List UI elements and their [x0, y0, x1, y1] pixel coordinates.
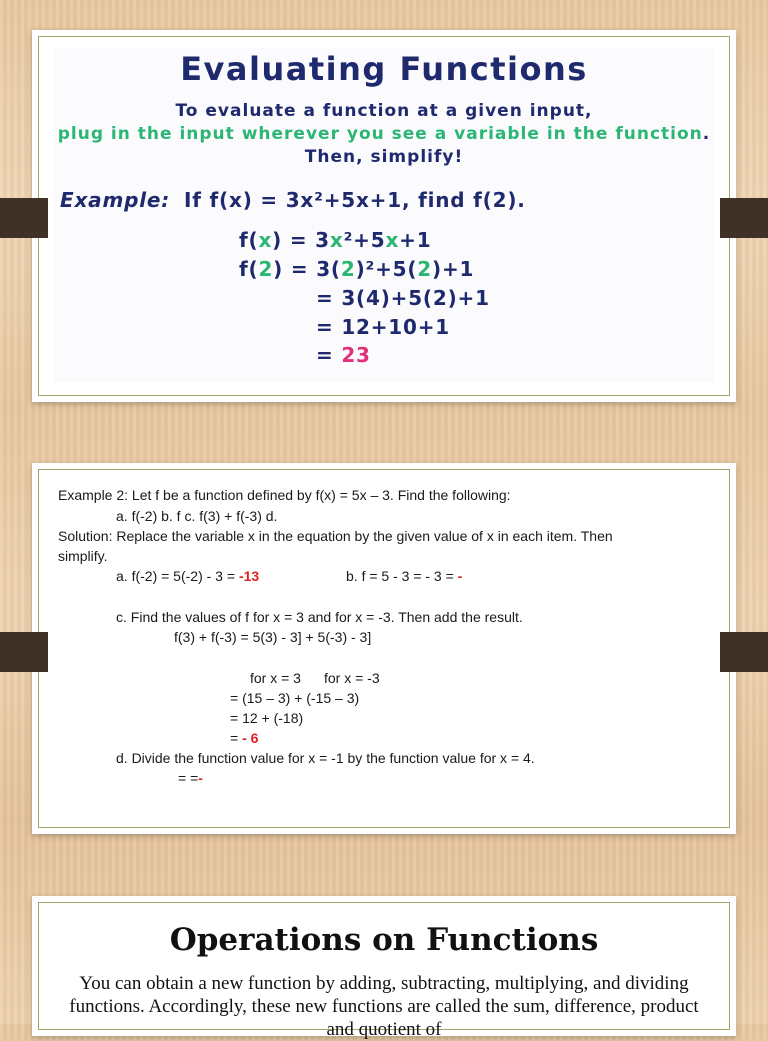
answer-a-value: -13: [238, 568, 260, 584]
slide-tab-right: [720, 632, 768, 672]
slide-evaluating-functions: [32, 30, 736, 402]
equation-line-3: = 3(4)+5(2)+1: [316, 286, 490, 310]
slide-body: You can obtain a new function by adding, subtracting, multiplying, and dividing functions. Accordingly, these new functions are called the sum, difference, product and quotient of: [69, 973, 699, 1040]
part-c-result: = - 6: [230, 730, 259, 746]
slide-tab-left: [0, 632, 48, 672]
equation-line-1: f(x) = 3x²+5x+1: [239, 228, 432, 252]
equation-result: = 23: [316, 343, 371, 367]
example2-items: a. f(-2) b. f c. f(3) + f(-3) d.: [116, 508, 278, 524]
example2-statement: Example 2: Let f be a function defined by f(x) = 5x – 3. Find the following:: [58, 487, 511, 503]
example-label: Example:: [60, 188, 171, 212]
slide-tab-left: [0, 198, 48, 238]
slide-example-2: [32, 463, 736, 834]
part-c-label-xneg3: for x = -3: [324, 670, 380, 686]
result-value: 23: [341, 343, 371, 367]
part-d-value: -: [198, 770, 203, 786]
slide-title: Operations on Functions: [169, 922, 599, 958]
solution-line1: Solution: Replace the variable x in the equation by the given value of x in each item. Then: [58, 528, 613, 544]
part-c-step2: = 12 + (-18): [230, 710, 304, 726]
equation-line-4: = 12+10+1: [316, 315, 451, 339]
part-c-label-x3: for x = 3: [250, 670, 301, 686]
slide-operations-on-functions: [32, 896, 736, 1040]
answer-b-value: -: [457, 568, 463, 584]
part-c-setup: f(3) + f(-3) = 5(3) - 3] + 5(-3) - 3]: [174, 629, 372, 645]
answer-a: a. f(-2) = 5(-2) - 3 = -13: [116, 568, 260, 584]
intro-line1: To evaluate a function at a given input,: [175, 101, 593, 121]
part-d-instruction: d. Divide the function value for x = -1 by the function value for x = 4.: [116, 750, 535, 766]
part-c-step1: = (15 – 3) + (-15 – 3): [230, 690, 360, 706]
intro-text: [54, 100, 714, 169]
part-c-value: - 6: [242, 730, 259, 746]
example-text: If f(x) = 3x²+5x+1, find f(2).: [184, 188, 526, 212]
slide-tab-right: [720, 198, 768, 238]
slide-title: Evaluating Functions: [180, 50, 588, 88]
equation-line-2: f(2) = 3(2)²+5(2)+1: [239, 257, 475, 281]
part-c-instruction: c. Find the values of f for x = 3 and for x = -3. Then add the result.: [116, 609, 523, 625]
intro-end: . Then, simplify!: [304, 124, 711, 167]
example-statement: [60, 188, 526, 212]
answer-b: b. f = 5 - 3 = - 3 = -: [346, 568, 463, 584]
solution-line2: simplify.: [58, 548, 108, 564]
part-d-result: = =-: [178, 770, 203, 786]
intro-highlight: plug in the input wherever you see a variable in the function: [57, 124, 703, 144]
